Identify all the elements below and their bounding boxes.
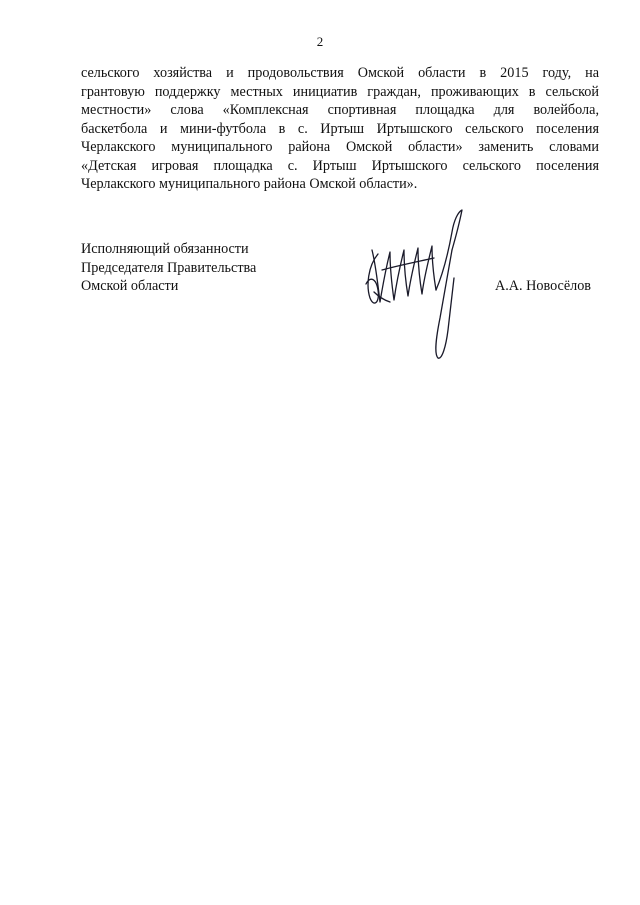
- body-line: «Детская игровая площадка с. Иртыш Иртышского сельского поселения: [81, 157, 599, 174]
- handwritten-signature-icon: [356, 206, 476, 366]
- signatory-name: А.А. Новосёлов: [495, 278, 591, 294]
- signatory-position-line: Омской области: [81, 278, 179, 294]
- signatory-position: [81, 240, 256, 296]
- body-paragraph: [81, 64, 599, 194]
- signatory-position-line: Исполняющий обязанности: [81, 241, 249, 257]
- body-line: баскетбола и мини-футбола в с. Иртыш Иртышского сельского поселения: [81, 120, 599, 137]
- signatory-position-line: Председателя Правительства: [81, 259, 257, 276]
- body-line: местности» слова «Комплексная спортивная площадка для волейбола,: [81, 102, 599, 118]
- body-line: Черлакского муниципального района Омской области».: [81, 176, 418, 192]
- body-line: грантовую поддержку местных инициатив граждан, проживающих в сельской: [81, 83, 599, 100]
- body-line: сельского хозяйства и продовольствия Омской области в 2015 году, на: [81, 65, 599, 81]
- page-number: 2: [316, 34, 324, 49]
- body-line: Черлакского муниципального района Омской области» заменить словами: [81, 139, 599, 155]
